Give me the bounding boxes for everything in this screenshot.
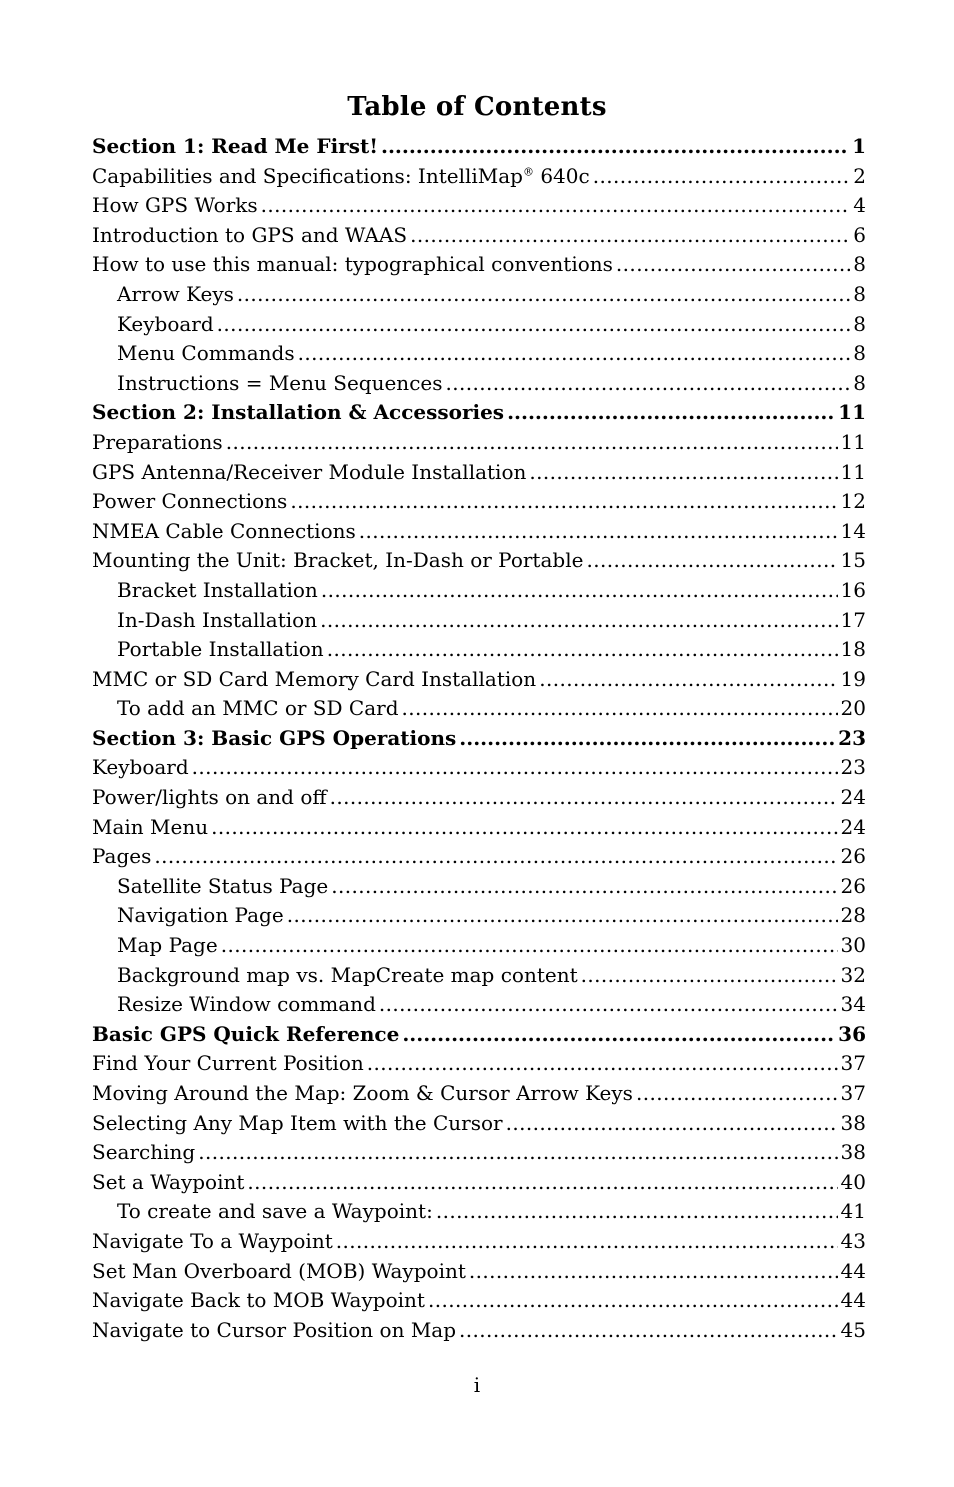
dot-leader xyxy=(402,1020,835,1050)
toc-entry[interactable] xyxy=(92,783,866,813)
dot-leader xyxy=(221,931,838,961)
toc-subentry[interactable] xyxy=(92,694,866,724)
toc-entry-label-text: Arrow Keys xyxy=(117,281,234,306)
toc-page-number: 43 xyxy=(840,1228,866,1253)
toc-entry-label xyxy=(92,487,287,517)
toc-page-number: 11 xyxy=(840,459,866,484)
toc-entry[interactable] xyxy=(92,1257,866,1287)
toc-entry-label-text: Set Man Overboard (MOB) Waypoint xyxy=(92,1258,466,1283)
dot-leader xyxy=(402,694,838,724)
toc-page-number: 37 xyxy=(840,1051,866,1076)
toc-page-number: 11 xyxy=(840,429,866,454)
toc-entry-label-text: GPS Antenna/Receiver Module Installation xyxy=(92,459,527,484)
dot-leader xyxy=(379,990,838,1020)
toc-page-number: 41 xyxy=(840,1199,866,1224)
toc-page-number: 44 xyxy=(840,1258,866,1283)
toc-subentry[interactable] xyxy=(92,1197,866,1227)
dot-leader xyxy=(192,753,838,783)
toc-section-heading[interactable] xyxy=(92,398,866,428)
toc-entry-label xyxy=(117,339,295,369)
toc-entry-label xyxy=(117,694,399,724)
toc-entry-label xyxy=(117,310,214,340)
toc-entry-label xyxy=(117,961,578,991)
toc-page-number: 24 xyxy=(840,785,866,810)
toc-page-number: 30 xyxy=(840,933,866,958)
dot-leader xyxy=(381,132,849,162)
toc-page-number: 8 xyxy=(853,281,866,306)
toc-page-number: 8 xyxy=(853,252,866,277)
toc-entry-label-text: In-Dash Installation xyxy=(117,607,318,632)
dot-leader xyxy=(226,428,838,458)
toc-entry-label-text: Section 3: Basic GPS Operations xyxy=(92,725,457,750)
toc-subentry[interactable] xyxy=(92,990,866,1020)
toc-entry-label-text: Background map vs. MapCreate map content xyxy=(117,962,578,987)
toc-entry[interactable] xyxy=(92,1168,866,1198)
toc-entry-label xyxy=(92,398,504,428)
toc-entry-label-text: Preparations xyxy=(92,429,223,454)
toc-entry[interactable] xyxy=(92,428,866,458)
toc-entry-label-suffix: 640c xyxy=(533,163,590,188)
toc-entry-label-text: Menu Commands xyxy=(117,341,295,366)
dot-leader xyxy=(321,576,838,606)
toc-entry-label xyxy=(92,1316,456,1346)
toc-page-number: 14 xyxy=(840,518,866,543)
toc-section-heading[interactable] xyxy=(92,724,866,754)
toc-entry-label xyxy=(92,1109,503,1139)
toc-entry-label xyxy=(92,1020,399,1050)
toc-entry-label-text: Power Connections xyxy=(92,489,288,514)
toc-page-number: 28 xyxy=(840,903,866,928)
toc-entry-label xyxy=(117,1197,433,1227)
dot-leader xyxy=(327,635,838,665)
toc-entry-label xyxy=(92,1079,633,1109)
toc-entry[interactable] xyxy=(92,1316,866,1346)
toc-page-number: 38 xyxy=(840,1110,866,1135)
toc-entry-label xyxy=(92,1138,195,1168)
toc-page-number: 23 xyxy=(838,725,866,750)
toc-entry-label xyxy=(117,990,376,1020)
dot-leader xyxy=(247,1168,837,1198)
toc-subentry[interactable] xyxy=(92,339,866,369)
toc-entry-label-text: Keyboard xyxy=(92,755,189,780)
toc-entry-label-text: How to use this manual: typographical conventions xyxy=(92,252,613,277)
toc-entry-label xyxy=(92,250,613,280)
toc-page-number: 38 xyxy=(840,1140,866,1165)
dot-leader xyxy=(330,783,838,813)
table-of-contents xyxy=(92,132,866,1345)
toc-entry-label xyxy=(117,901,284,931)
dot-leader xyxy=(320,606,837,636)
toc-entry-label-text: Navigate Back to MOB Waypoint xyxy=(92,1288,425,1313)
toc-entry-label-text: Capabilities and Specifications: IntelliMap xyxy=(92,163,523,188)
toc-page-number: 15 xyxy=(840,548,866,573)
toc-entry-label-text: Introduction to GPS and WAAS xyxy=(92,222,408,247)
toc-entry-label xyxy=(92,1286,425,1316)
toc-page-number: 8 xyxy=(853,311,866,336)
toc-page-number: 2 xyxy=(853,163,866,188)
toc-entry-label-text: MMC or SD Card Memory Card Installation xyxy=(92,666,537,691)
toc-entry-label xyxy=(92,724,456,754)
dot-leader xyxy=(428,1286,838,1316)
toc-section-heading[interactable] xyxy=(92,1020,866,1050)
toc-page-number: 6 xyxy=(853,222,866,247)
dot-leader xyxy=(459,724,835,754)
toc-entry-label xyxy=(92,458,526,488)
toc-entry-label-text: Set a Waypoint xyxy=(92,1169,245,1194)
toc-page-number: 12 xyxy=(840,489,866,514)
toc-page-number: 18 xyxy=(840,637,866,662)
dot-leader xyxy=(217,310,851,340)
toc-entry[interactable] xyxy=(92,1286,866,1316)
toc-subentry[interactable] xyxy=(92,310,866,340)
toc-entry[interactable] xyxy=(92,665,866,695)
toc-entry-label-text: Navigate To a Waypoint xyxy=(92,1228,333,1253)
toc-page-number: 8 xyxy=(853,341,866,366)
toc-entry[interactable] xyxy=(92,813,866,843)
toc-entry-label-text: NMEA Cable Connections xyxy=(92,518,356,543)
dot-leader xyxy=(154,842,837,872)
dot-leader xyxy=(506,1109,838,1139)
dot-leader xyxy=(336,1227,838,1257)
toc-entry-label xyxy=(92,162,590,192)
toc-entry-label-text: Map Page xyxy=(117,933,218,958)
toc-entry[interactable] xyxy=(92,1049,866,1079)
toc-entry-label-text: Navigation Page xyxy=(117,903,284,928)
toc-entry-label-text: Searching xyxy=(92,1140,196,1165)
dot-leader xyxy=(581,961,838,991)
toc-entry[interactable] xyxy=(92,546,866,576)
toc-page-number: 16 xyxy=(840,577,866,602)
toc-page-number: 44 xyxy=(840,1288,866,1313)
toc-entry-label xyxy=(92,665,536,695)
toc-entry[interactable] xyxy=(92,1227,866,1257)
page-number: i xyxy=(473,1373,481,1397)
toc-page-number: 20 xyxy=(840,696,866,721)
toc-entry-label xyxy=(92,1257,466,1287)
toc-entry-label-text: Instructions = Menu Sequences xyxy=(117,370,443,395)
dot-leader xyxy=(529,458,837,488)
toc-page-number: 40 xyxy=(840,1169,866,1194)
dot-leader xyxy=(410,221,850,251)
toc-entry-label-text: Power/lights on and off xyxy=(92,785,327,810)
toc-entry-label xyxy=(92,1168,244,1198)
toc-entry[interactable] xyxy=(92,842,866,872)
toc-subentry[interactable] xyxy=(92,635,866,665)
toc-entry-label xyxy=(117,635,324,665)
toc-entry-label-text: Main Menu xyxy=(92,814,209,839)
dot-leader xyxy=(459,1316,838,1346)
toc-subentry[interactable] xyxy=(92,576,866,606)
toc-subentry[interactable] xyxy=(92,280,866,310)
toc-entry-label-text: Pages xyxy=(92,844,152,869)
toc-subentry[interactable] xyxy=(92,872,866,902)
toc-subentry[interactable] xyxy=(92,901,866,931)
toc-page-number: 23 xyxy=(840,755,866,780)
toc-subentry[interactable] xyxy=(92,931,866,961)
toc-entry-label-text: Mounting the Unit: Bracket, In-Dash or Portable xyxy=(92,548,584,573)
page-title: Table of Contents xyxy=(347,92,607,122)
toc-entry[interactable] xyxy=(92,250,866,280)
toc-entry-label xyxy=(92,132,378,162)
toc-page-number: 26 xyxy=(840,844,866,869)
toc-entry-label-text: Navigate to Cursor Position on Map xyxy=(92,1317,457,1342)
dot-leader xyxy=(367,1049,838,1079)
toc-page-number: 1 xyxy=(852,134,866,158)
toc-entry-label xyxy=(117,280,234,310)
toc-entry[interactable] xyxy=(92,487,866,517)
toc-page-number: 8 xyxy=(853,370,866,395)
toc-entry-label xyxy=(117,576,318,606)
toc-page-number: 37 xyxy=(840,1081,866,1105)
toc-entry[interactable] xyxy=(92,162,866,192)
toc-entry-label-text: Resize Window command xyxy=(117,992,376,1017)
dot-leader xyxy=(446,369,851,399)
toc-subentry[interactable] xyxy=(92,961,866,991)
toc-entry-label-text: Portable Installation xyxy=(117,637,324,662)
toc-entry-label-text: How GPS Works xyxy=(92,193,258,218)
toc-entry-label-text: Satellite Status Page xyxy=(117,873,329,898)
dot-leader xyxy=(211,813,837,843)
dot-leader xyxy=(586,546,837,576)
toc-page-number: 11 xyxy=(838,400,866,425)
toc-page-number: 19 xyxy=(840,666,866,691)
dot-leader xyxy=(198,1138,837,1168)
dot-leader xyxy=(507,398,835,428)
toc-entry[interactable] xyxy=(92,753,866,783)
toc-page-number: 45 xyxy=(840,1317,866,1342)
toc-entry[interactable] xyxy=(92,1079,866,1109)
toc-entry-label xyxy=(92,842,151,872)
toc-entry-label xyxy=(92,428,223,458)
toc-entry-label-text: To create and save a Waypoint: xyxy=(117,1199,433,1224)
toc-entry-label-text: Section 2: Installation & Accessories xyxy=(92,400,505,425)
toc-entry-label xyxy=(92,546,583,576)
toc-entry-label-text: Find Your Current Position xyxy=(92,1051,364,1076)
toc-entry[interactable] xyxy=(92,1138,866,1168)
toc-subentry[interactable] xyxy=(92,369,866,399)
toc-entry-label-text: Moving Around the Map: Zoom & Cursor Arrow Keys xyxy=(92,1081,633,1105)
dot-leader xyxy=(237,280,850,310)
toc-entry-label-text: Section 1: Read Me First! xyxy=(92,134,378,158)
dot-leader xyxy=(298,339,851,369)
dot-leader xyxy=(469,1257,838,1287)
toc-entry-label xyxy=(92,221,407,251)
toc-entry-label xyxy=(117,606,317,636)
toc-entry-label xyxy=(117,872,328,902)
dot-leader xyxy=(436,1197,838,1227)
toc-entry-label-text: To add an MMC or SD Card xyxy=(117,696,399,721)
toc-entry-label-text: Selecting Any Map Item with the Cursor xyxy=(92,1110,503,1135)
dot-leader xyxy=(290,487,837,517)
toc-entry[interactable] xyxy=(92,517,866,547)
toc-entry-label xyxy=(92,813,208,843)
toc-entry-label-text: Keyboard xyxy=(117,311,214,336)
toc-page-number: 32 xyxy=(840,962,866,987)
dot-leader xyxy=(331,872,837,902)
dot-leader xyxy=(636,1079,838,1109)
toc-entry-label xyxy=(117,369,443,399)
toc-entry[interactable] xyxy=(92,1109,866,1139)
toc-entry-label-text: Basic GPS Quick Reference xyxy=(92,1021,400,1046)
toc-entry-label xyxy=(92,783,327,813)
dot-leader xyxy=(593,162,851,192)
toc-subentry[interactable] xyxy=(92,606,866,636)
dot-leader xyxy=(359,517,838,547)
toc-section-heading[interactable] xyxy=(92,132,866,162)
dot-leader xyxy=(261,191,851,221)
toc-entry-label xyxy=(92,517,356,547)
toc-entry-label xyxy=(92,1227,333,1257)
toc-entry-label xyxy=(92,191,258,221)
toc-entry[interactable] xyxy=(92,458,866,488)
dot-leader xyxy=(539,665,837,695)
toc-page-number: 36 xyxy=(838,1021,866,1046)
toc-entry[interactable] xyxy=(92,191,866,221)
toc-page-number: 24 xyxy=(840,814,866,839)
toc-entry-label xyxy=(92,1049,364,1079)
dot-leader xyxy=(616,250,850,280)
toc-page-number: 34 xyxy=(840,992,866,1017)
dot-leader xyxy=(287,901,838,931)
toc-entry[interactable] xyxy=(92,221,866,251)
toc-page-number: 17 xyxy=(840,607,866,632)
toc-entry-label xyxy=(117,931,218,961)
registered-mark: ® xyxy=(522,164,534,178)
toc-page-number: 4 xyxy=(853,193,866,218)
toc-entry-label xyxy=(92,753,189,783)
toc-page-number: 26 xyxy=(840,873,866,898)
toc-entry-label-text: Bracket Installation xyxy=(117,577,318,602)
